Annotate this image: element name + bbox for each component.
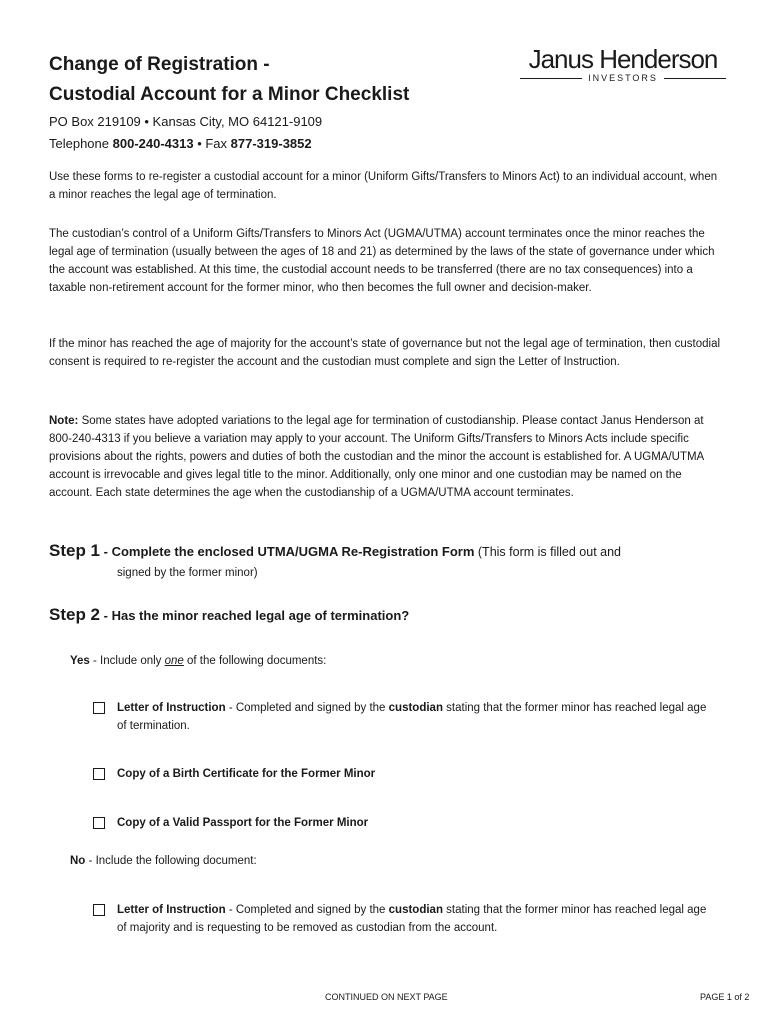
item-title: Letter of Instruction	[117, 904, 226, 916]
mailing-address: PO Box 219109 • Kansas City, MO 64121-9109	[49, 114, 323, 129]
janus-henderson-logo	[520, 44, 726, 83]
step-2-number: Step 2	[49, 605, 101, 624]
contact-line	[49, 136, 312, 152]
logo-name: Janus Henderson	[528, 44, 718, 74]
telephone-number: 800-240-4313	[112, 136, 194, 151]
item-mid: - Completed and signed by the	[225, 904, 389, 916]
yes-post: of the following documents:	[183, 655, 327, 667]
no-label: No	[70, 855, 86, 867]
item-letter-of-instruction-yes	[117, 699, 717, 735]
item-title: Copy of a Birth Certificate for the Former Minor	[117, 768, 376, 780]
item-letter-of-instruction-no	[117, 901, 717, 937]
step-1-note: (This form is filled out and	[474, 545, 622, 559]
page-title-line1: Change of Registration -	[49, 54, 270, 75]
step-2-title: - Has the minor reached legal age of termination?	[100, 608, 410, 623]
age-of-majority-paragraph: If the minor has reached the age of majority for the account’s state of governance but not the legal age of termination, then custodial consent is required to re-register the account and the custodian must complete and sign the Letter of Instruction.	[49, 338, 721, 368]
telephone-label: Telephone	[49, 136, 113, 151]
no-text: - Include the following document:	[85, 855, 257, 867]
note-label: Note:	[49, 415, 79, 427]
yes-emphasis: one	[164, 655, 184, 667]
step-1-note-cont: signed by the former minor)	[117, 567, 258, 579]
item-birth-certificate	[117, 765, 717, 783]
no-instruction	[70, 852, 257, 870]
page-title-line2: Custodial Account for a Minor Checklist	[49, 84, 410, 105]
logo-sub-text: INVESTORS	[588, 73, 658, 83]
page-number: PAGE 1 of 2	[700, 992, 750, 1002]
custodian-control-paragraph: The custodian’s control of a Uniform Gifts/Transfers to Minors Act (UGMA/UTMA) account terminates once the minor reaches the legal age of termination (usually between the ages of 18 and 21) as determined by the laws of the state of governance under which the account was established. At this time, the custodial account needs to be transferred (there are no tax consequences) into a taxable non-retirement account for the former minor, who then becomes the full owner and decision-maker.	[49, 228, 715, 294]
checkbox-birth-certificate[interactable]	[93, 768, 105, 780]
item-custodian: custodian	[388, 702, 443, 714]
yes-instruction	[70, 652, 326, 670]
logo-rule-right	[664, 78, 726, 79]
continued-notice: CONTINUED ON NEXT PAGE	[325, 992, 448, 1002]
yes-label: Yes	[70, 655, 90, 667]
logo-rule-left	[520, 78, 582, 79]
item-passport	[117, 814, 717, 832]
intro-paragraph: Use these forms to re-register a custodial account for a minor (Uniform Gifts/Transfers to Minors Act) to an individual account, when a minor reaches the legal age of termination.	[49, 171, 718, 201]
item-mid: - Completed and signed by the	[225, 702, 389, 714]
item-rest: stating that the former minor has reached legal age of termination.	[117, 702, 707, 732]
step-1-heading	[49, 542, 739, 561]
checkbox-letter-of-instruction-yes[interactable]	[93, 702, 105, 714]
checkbox-letter-of-instruction-no[interactable]	[93, 904, 105, 916]
note-text: Some states have adopted variations to the legal age for termination of custodianship. Please contact Janus Henderson at 800-240-4313 if you believe a variation may apply to your account. The Uniform Gifts/Transfers to Minors Acts include specific provisions about the rights, powers and duties of both the custodian and the minor the account is established for. A UGMA/UTMA account is irrevocable and gives legal title to the minor. Additionally, only one minor and one custodian may be named on the account. Each state determines the age when the custodianship of a UGMA/UTMA account terminates.	[49, 415, 704, 499]
item-title: Letter of Instruction	[117, 702, 226, 714]
item-rest: stating that the former minor has reached legal age of majority and is requesting to be removed as custodian from the account.	[117, 904, 707, 934]
step-1-number: Step 1	[49, 541, 101, 560]
logo-sub	[520, 73, 726, 83]
item-title: Copy of a Valid Passport for the Former Minor	[117, 817, 369, 829]
fax-number: 877-319-3852	[230, 136, 312, 151]
checkbox-passport[interactable]	[93, 817, 105, 829]
item-custodian: custodian	[388, 904, 443, 916]
fax-label: • Fax	[193, 136, 231, 151]
note-paragraph	[49, 412, 721, 502]
yes-pre: - Include only	[89, 655, 165, 667]
step-2-heading	[49, 606, 739, 625]
step-1-title: - Complete the enclosed UTMA/UGMA Re-Registration Form	[100, 544, 475, 559]
